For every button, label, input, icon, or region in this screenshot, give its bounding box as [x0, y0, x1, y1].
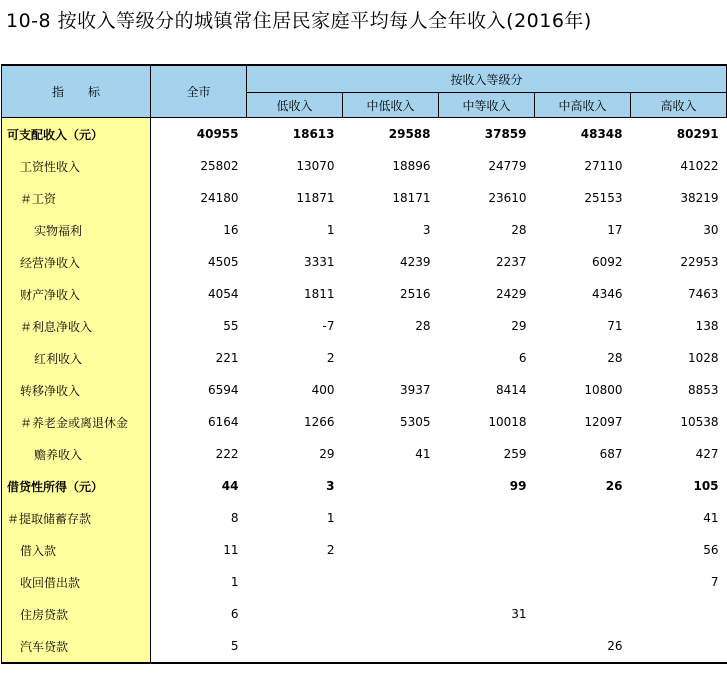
row-label: ＃提取储蓄存款: [2, 502, 151, 534]
value-cell: 24779: [488, 159, 527, 173]
level-header-upper-middle: 中高收入: [535, 93, 631, 118]
value-cell: 18171: [392, 191, 431, 205]
table-row: [2, 182, 727, 214]
value-cell: 18896: [392, 159, 431, 173]
value-cell: [439, 534, 535, 566]
table-row: [2, 278, 727, 310]
value-cell: 138: [695, 319, 719, 333]
value-cell: 29: [319, 447, 335, 461]
income-table: [1, 64, 727, 664]
value-cell: 29: [511, 319, 527, 333]
value-cell: 13070: [296, 159, 335, 173]
value-cell: 4239: [399, 255, 431, 269]
row-label: 赡养收入: [2, 438, 151, 470]
value-cell: [439, 630, 535, 663]
value-cell: [439, 502, 535, 534]
value-cell-total: 6: [230, 607, 239, 621]
value-cell: -7: [322, 319, 335, 333]
value-cell: 10538: [680, 415, 719, 429]
value-cell: [343, 342, 439, 374]
value-cell: [343, 502, 439, 534]
value-cell-total: 40955: [151, 118, 247, 151]
value-cell-total: 6164: [207, 415, 239, 429]
table-row: [2, 502, 727, 534]
value-cell: [631, 630, 727, 663]
table-row: [2, 214, 727, 246]
row-label: 转移净收入: [2, 374, 151, 406]
value-cell: [535, 502, 631, 534]
value-cell: 105: [693, 479, 719, 493]
value-cell: 3: [326, 479, 335, 493]
value-cell: 1: [326, 511, 335, 525]
value-cell: [247, 566, 343, 598]
value-cell: 10018: [488, 415, 527, 429]
value-cell: 71: [607, 319, 623, 333]
page-title: 10-8 按收入等级分的城镇常住居民家庭平均每人全年收入(2016年): [6, 10, 592, 32]
value-cell: 3331: [303, 255, 335, 269]
table-row: [2, 438, 727, 470]
value-cell: 400: [311, 383, 335, 397]
value-cell: 259: [503, 447, 527, 461]
value-cell-total: 25802: [200, 159, 239, 173]
value-cell: 8853: [688, 383, 719, 397]
value-cell: [535, 598, 631, 630]
value-cell-total: 55: [223, 319, 239, 333]
value-cell: [343, 534, 439, 566]
value-cell-total: 11: [223, 543, 239, 557]
value-cell: 28: [511, 223, 527, 237]
value-cell: 41022: [680, 159, 719, 173]
row-label: 红利收入: [2, 342, 151, 374]
value-cell: 2: [326, 351, 335, 365]
value-cell: 1028: [688, 351, 719, 365]
value-cell: 26: [605, 479, 623, 493]
value-cell: [343, 566, 439, 598]
value-cell: 10800: [584, 383, 623, 397]
row-label: 汽车贷款: [2, 630, 151, 663]
row-label: 工资性收入: [2, 150, 151, 182]
value-cell: 48348: [535, 118, 631, 151]
value-cell: 2516: [399, 287, 431, 301]
value-cell: 5305: [399, 415, 431, 429]
table-row: [2, 342, 727, 374]
table-row: [2, 374, 727, 406]
row-label: 借入款: [2, 534, 151, 566]
value-cell: 3: [422, 223, 431, 237]
level-header-high: 高收入: [631, 93, 727, 118]
row-label: ＃利息净收入: [2, 310, 151, 342]
value-cell: 6: [518, 351, 527, 365]
table-row: [2, 150, 727, 182]
value-cell-total: 5: [151, 630, 247, 663]
value-cell: 1266: [303, 415, 335, 429]
value-cell: 2237: [495, 255, 527, 269]
value-cell: 99: [509, 479, 527, 493]
value-cell: 23610: [488, 191, 527, 205]
table-row: [2, 118, 727, 151]
row-label: 收回借出款: [2, 566, 151, 598]
value-cell: 11871: [296, 191, 335, 205]
value-cell-total: 24180: [200, 191, 239, 205]
value-cell: [535, 566, 631, 598]
value-cell: 1: [326, 223, 335, 237]
value-cell: 1811: [303, 287, 335, 301]
value-cell-total: 6594: [207, 383, 239, 397]
value-cell: 4346: [591, 287, 623, 301]
value-cell: 687: [599, 447, 623, 461]
value-cell-total: 1: [230, 575, 239, 589]
table-row: [2, 598, 727, 630]
value-cell: 30: [703, 223, 719, 237]
indicator-header: 指 标: [2, 65, 151, 118]
value-cell-total: 221: [215, 351, 239, 365]
value-cell: 22953: [680, 255, 719, 269]
value-cell: 17: [607, 223, 623, 237]
value-cell-total: 222: [215, 447, 239, 461]
value-cell-total: 16: [223, 223, 239, 237]
value-cell: 8414: [495, 383, 527, 397]
table-row: [2, 246, 727, 278]
value-cell-total: 8: [230, 511, 239, 525]
value-cell: [343, 470, 439, 502]
value-cell: 12097: [584, 415, 623, 429]
total-header: 全市: [151, 65, 247, 118]
value-cell: 7: [710, 575, 719, 589]
value-cell: [343, 630, 439, 663]
value-cell: 29588: [343, 118, 439, 151]
row-label: ＃工资: [2, 182, 151, 214]
value-cell: 38219: [680, 191, 719, 205]
value-cell: 2: [326, 543, 335, 557]
value-cell: [631, 598, 727, 630]
value-cell: 427: [695, 447, 719, 461]
value-cell: [535, 534, 631, 566]
value-cell: 80291: [631, 118, 727, 151]
value-cell: 31: [511, 607, 527, 621]
table-row: [2, 534, 727, 566]
income-level-group-header: 按收入等级分: [247, 65, 727, 93]
row-label: 财产净收入: [2, 278, 151, 310]
table-row: [2, 406, 727, 438]
level-header-middle: 中等收入: [439, 93, 535, 118]
value-cell: 6092: [591, 255, 623, 269]
level-header-lower-middle: 中低收入: [343, 93, 439, 118]
table-row: [2, 566, 727, 598]
value-cell: [343, 598, 439, 630]
value-cell: [247, 630, 343, 663]
value-cell: 18613: [247, 118, 343, 151]
value-cell: 3937: [399, 383, 431, 397]
value-cell-total: 4054: [207, 287, 239, 301]
value-cell: 41: [415, 447, 431, 461]
level-header-low: 低收入: [247, 93, 343, 118]
row-label: ＃养老金或离退休金: [2, 406, 151, 438]
value-cell: 25153: [584, 191, 623, 205]
value-cell: 26: [535, 630, 631, 663]
row-label: 住房贷款: [2, 598, 151, 630]
value-cell-total: 44: [221, 479, 239, 493]
row-label: 实物福利: [2, 214, 151, 246]
value-cell: 2429: [495, 287, 527, 301]
table-row: [2, 630, 727, 663]
value-cell: 7463: [688, 287, 719, 301]
value-cell: [247, 598, 343, 630]
value-cell: 41: [703, 511, 719, 525]
value-cell: [439, 566, 535, 598]
row-label: 借贷性所得（元）: [2, 470, 151, 502]
row-label: 可支配收入（元）: [2, 118, 151, 151]
row-label: 经营净收入: [2, 246, 151, 278]
table-row: [2, 310, 727, 342]
table-row: [2, 470, 727, 502]
value-cell: 27110: [584, 159, 623, 173]
value-cell: 28: [415, 319, 431, 333]
value-cell: 56: [703, 543, 719, 557]
value-cell-total: 4505: [207, 255, 239, 269]
value-cell: 28: [607, 351, 623, 365]
value-cell: 37859: [439, 118, 535, 151]
